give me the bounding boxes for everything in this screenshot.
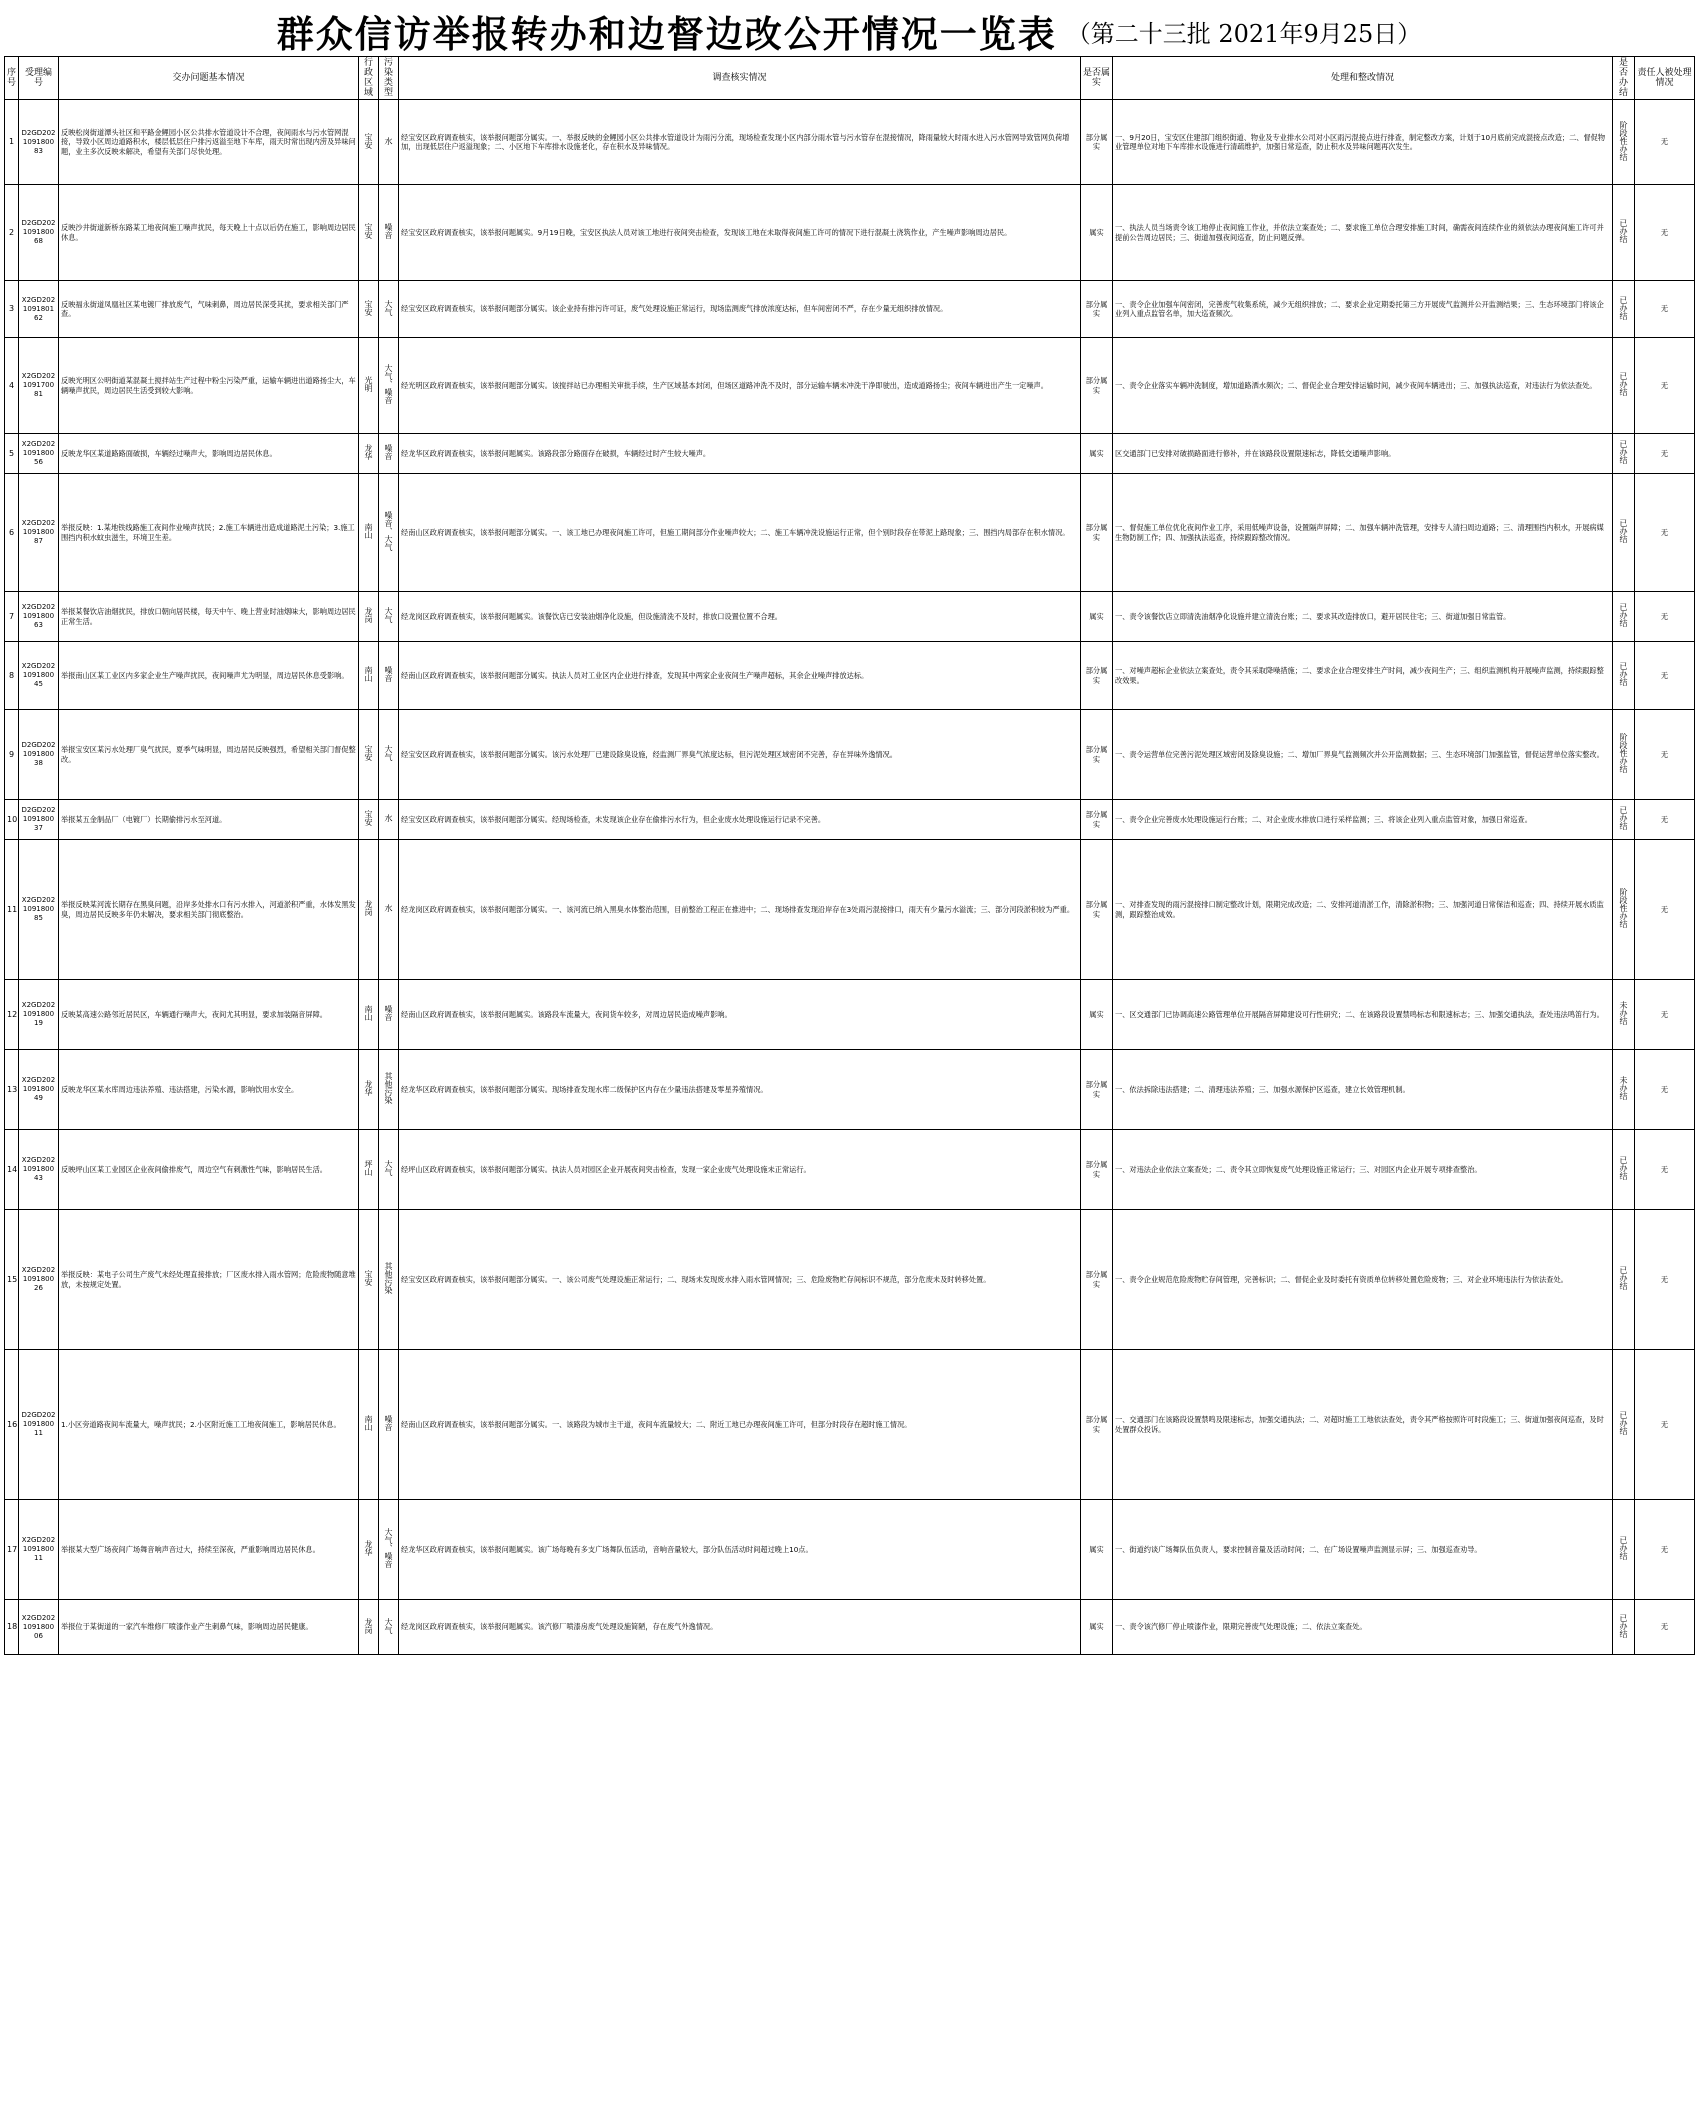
cell-code: D2GD202109180038 <box>19 710 59 800</box>
cell-district-text: 龙华 <box>364 1080 373 1097</box>
cell-type-text: 水 <box>384 136 393 145</box>
header-handling: 处理和整改情况 <box>1113 57 1613 100</box>
cell-district <box>359 800 379 840</box>
cell-punish: 无 <box>1635 338 1695 434</box>
cell-punish: 无 <box>1635 100 1695 185</box>
cell-district <box>359 710 379 800</box>
table-row <box>5 980 1695 1050</box>
cell-verified: 部分属实 <box>1081 1210 1113 1350</box>
cell-issue: 举报某大型广场夜间广场舞音响声音过大，持续至深夜，严重影响周边居民休息。 <box>59 1500 359 1600</box>
cell-issue: 反映福永街道凤凰社区某电镀厂排放废气，气味刺鼻，周边居民深受其扰，要求相关部门严查。 <box>59 281 359 338</box>
cell-findings: 经南山区政府调查核实，该举报问题部分属实。一、该路段为城市主干道，夜间车流量较大；二、附近工地已办理夜间施工许可，但部分时段存在超时施工情况。 <box>399 1350 1081 1500</box>
header-punish: 责任人被处理情况 <box>1635 57 1695 100</box>
cell-done <box>1613 710 1635 800</box>
cell-findings: 经宝安区政府调查核实，该举报问题部分属实。经现场检查，未发现该企业存在偷排污水行为，但企业废水处理设施运行记录不完善。 <box>399 800 1081 840</box>
cell-issue: 反映松岗街道潭头社区和平路金鲤园小区公共排水管道设计不合理，夜间雨水与污水管网混接，导致小区周边道路积水，楼层低层住户排污返溢至地下车库，雨天时常出现内涝及异味问题，业主多次反映未解决，希望有关部门尽快处理。 <box>59 100 359 185</box>
cell-district-text: 光明 <box>364 376 373 393</box>
cell-district-text: 南山 <box>364 666 373 683</box>
cell-code: X2GD202109180019 <box>19 980 59 1050</box>
cell-done-text: 已办结 <box>1619 603 1628 628</box>
cell-done <box>1613 642 1635 710</box>
cell-done-text: 已办结 <box>1619 1411 1628 1436</box>
cell-district-text: 南山 <box>364 523 373 540</box>
cell-type-text: 大气、噪音 <box>384 1528 393 1569</box>
cell-district-text: 宝安 <box>364 132 373 149</box>
cell-type <box>379 338 399 434</box>
cell-type-text: 其他污染 <box>384 1262 393 1295</box>
cell-district-text: 宝安 <box>364 299 373 316</box>
table-row <box>5 642 1695 710</box>
cell-handling: 一、责令企业规范危险废物贮存间管理，完善标识；二、督促企业及时委托有资质单位转移处置危险废物；三、对企业环境违法行为依法查处。 <box>1113 1210 1613 1350</box>
cell-type <box>379 800 399 840</box>
cell-punish: 无 <box>1635 840 1695 980</box>
cell-punish: 无 <box>1635 281 1695 338</box>
cell-done-text: 未办结 <box>1619 1076 1628 1101</box>
cell-issue: 举报南山区某工业区内多家企业生产噪声扰民，夜间噪声尤为明显，周边居民休息受影响。 <box>59 642 359 710</box>
cell-type-text: 噪音、大气 <box>384 511 393 552</box>
cell-issue: 反映某高速公路邻近居民区，车辆通行噪声大，夜间尤其明显，要求加装隔音屏障。 <box>59 980 359 1050</box>
cell-type-text: 大气 <box>384 745 393 762</box>
cell-district-text: 龙岗 <box>364 1617 373 1634</box>
cell-no: 1 <box>5 100 19 185</box>
cell-verified: 部分属实 <box>1081 710 1113 800</box>
cell-verified: 部分属实 <box>1081 800 1113 840</box>
cell-no: 16 <box>5 1350 19 1500</box>
cell-type <box>379 710 399 800</box>
cell-type <box>379 840 399 980</box>
cell-findings: 经光明区政府调查核实，该举报问题部分属实。该搅拌站已办理相关审批手续，生产区域基本封闭，但场区道路冲洗不及时，部分运输车辆未冲洗干净即驶出，造成道路扬尘；夜间车辆进出产生一定噪声。 <box>399 338 1081 434</box>
cell-district-text: 龙华 <box>364 444 373 461</box>
cell-handling: 一、9月20日，宝安区住建部门组织街道、物业及专业排水公司对小区雨污混接点进行排查，制定整改方案，计划于10月底前完成混接点改造；二、督促物业管理单位对地下车库排水设施进行清疏维护，加强日常巡查，防止积水及异味问题再次发生。 <box>1113 100 1613 185</box>
cell-done <box>1613 800 1635 840</box>
cell-verified: 部分属实 <box>1081 840 1113 980</box>
cell-no: 6 <box>5 474 19 592</box>
cell-punish: 无 <box>1635 800 1695 840</box>
cell-done-text: 阶段性办结 <box>1619 888 1628 929</box>
cell-code: D2GD202109180083 <box>19 100 59 185</box>
cell-type <box>379 281 399 338</box>
cell-no: 17 <box>5 1500 19 1600</box>
cell-issue: 反映龙华区某道路路面破损，车辆经过噪声大，影响周边居民休息。 <box>59 434 359 474</box>
cell-code: X2GD202109180045 <box>19 642 59 710</box>
cell-district <box>359 592 379 642</box>
cell-punish: 无 <box>1635 1600 1695 1655</box>
cell-handling: 一、责令该汽修厂停止喷漆作业，限期完善废气处理设施；二、依法立案查处。 <box>1113 1600 1613 1655</box>
table-row <box>5 840 1695 980</box>
cell-code: X2GD202109180087 <box>19 474 59 592</box>
cell-code: X2GD202109180085 <box>19 840 59 980</box>
cell-code: X2GD202109180063 <box>19 592 59 642</box>
cell-done <box>1613 592 1635 642</box>
table-row <box>5 281 1695 338</box>
table-row <box>5 1350 1695 1500</box>
cell-district <box>359 281 379 338</box>
cell-findings: 经龙华区政府调查核实，该举报问题属实。该路段部分路面存在破损，车辆经过时产生较大噪声。 <box>399 434 1081 474</box>
cell-no: 11 <box>5 840 19 980</box>
header-code: 受理编号 <box>19 57 59 100</box>
cell-findings: 经南山区政府调查核实，该举报问题部分属实。一、该工地已办理夜间施工许可，但施工期间部分作业噪声较大；二、施工车辆冲洗设施运行正常，但个别时段存在带泥上路现象；三、围挡内局部存在积水情况。 <box>399 474 1081 592</box>
cell-no: 3 <box>5 281 19 338</box>
cell-district-text: 宝安 <box>364 810 373 827</box>
cell-type <box>379 592 399 642</box>
cell-type <box>379 980 399 1050</box>
cell-handling: 一、街道约谈广场舞队伍负责人，要求控制音量及活动时间；二、在广场设置噪声监测显示屏；三、加强巡查劝导。 <box>1113 1500 1613 1600</box>
cell-done <box>1613 434 1635 474</box>
table-row <box>5 1500 1695 1600</box>
cell-issue: 举报某五金制品厂（电镀厂）长期偷排污水至河道。 <box>59 800 359 840</box>
cell-district <box>359 642 379 710</box>
cell-issue: 反映光明区公明街道某混凝土搅拌站生产过程中粉尘污染严重，运输车辆进出道路扬尘大，车辆噪声扰民，周边居民生活受到较大影响。 <box>59 338 359 434</box>
cell-findings: 经龙岗区政府调查核实，该举报问题属实。该餐饮店已安装油烟净化设施，但设施清洗不及时，排放口设置位置不合理。 <box>399 592 1081 642</box>
cell-done <box>1613 100 1635 185</box>
cell-type <box>379 1130 399 1210</box>
cell-verified: 属实 <box>1081 980 1113 1050</box>
cell-district-text: 坪山 <box>364 1160 373 1177</box>
cell-district <box>359 1130 379 1210</box>
table-row <box>5 185 1695 281</box>
cell-issue: 举报位于某街道的一家汽车维修厂喷漆作业产生刺鼻气味，影响周边居民健康。 <box>59 1600 359 1655</box>
cell-district <box>359 338 379 434</box>
cell-punish: 无 <box>1635 642 1695 710</box>
cell-handling: 一、责令运营单位完善污泥处理区域密闭及除臭设施；二、增加厂界臭气监测频次并公开监测数据；三、生态环境部门加强监管，督促运营单位落实整改。 <box>1113 710 1613 800</box>
cell-type-text: 大气 <box>384 1617 393 1634</box>
cell-verified: 部分属实 <box>1081 1350 1113 1500</box>
cell-district <box>359 434 379 474</box>
cell-no: 13 <box>5 1050 19 1130</box>
cell-district <box>359 1600 379 1655</box>
cell-type-text: 大气 <box>384 607 393 624</box>
cell-issue: 举报宝安区某污水处理厂臭气扰民，夏季气味明显，周边居民反映强烈，希望相关部门督促整改。 <box>59 710 359 800</box>
cell-type <box>379 434 399 474</box>
cell-findings: 经南山区政府调查核实，该举报问题部分属实。执法人员对工业区内企业进行排查，发现其中两家企业夜间生产噪声超标，其余企业噪声排放达标。 <box>399 642 1081 710</box>
cell-findings: 经坪山区政府调查核实，该举报问题部分属实。执法人员对园区企业开展夜间突击检查，发现一家企业废气处理设施未正常运行。 <box>399 1130 1081 1210</box>
cell-done <box>1613 1050 1635 1130</box>
cell-findings: 经龙华区政府调查核实，该举报问题属实。该广场每晚有多支广场舞队伍活动，音响音量较大，部分队伍活动时间超过晚上10点。 <box>399 1500 1081 1600</box>
cell-verified: 属实 <box>1081 592 1113 642</box>
cell-district <box>359 1350 379 1500</box>
cell-type-text: 噪音 <box>384 1415 393 1432</box>
cell-done <box>1613 1130 1635 1210</box>
cell-type-text: 水 <box>384 814 393 823</box>
cell-punish: 无 <box>1635 1130 1695 1210</box>
header-issue: 交办问题基本情况 <box>59 57 359 100</box>
cell-done-text: 已办结 <box>1619 1536 1628 1561</box>
cell-no: 7 <box>5 592 19 642</box>
cell-code: X2GD202109180049 <box>19 1050 59 1130</box>
cell-done-text: 已办结 <box>1619 1266 1628 1291</box>
cell-type <box>379 1210 399 1350</box>
cell-no: 5 <box>5 434 19 474</box>
cell-no: 9 <box>5 710 19 800</box>
cell-handling: 一、责令该餐饮店立即清洗油烟净化设施并建立清洗台账；二、要求其改造排放口，避开居民住宅；三、街道加强日常监管。 <box>1113 592 1613 642</box>
cell-findings: 经南山区政府调查核实，该举报问题属实。该路段车流量大，夜间货车较多，对周边居民造成噪声影响。 <box>399 980 1081 1050</box>
cell-done-text: 已办结 <box>1619 219 1628 244</box>
cell-handling: 一、对排查发现的雨污混接排口制定整改计划，限期完成改造；二、安排河道清淤工作，清除淤积物；三、加强河道日常保洁和巡查；四、持续开展水质监测，跟踪整治成效。 <box>1113 840 1613 980</box>
cell-handling: 一、对噪声超标企业依法立案查处，责令其采取降噪措施；二、要求企业合理安排生产时间，减少夜间生产；三、组织监测机构开展噪声监测，持续跟踪整改效果。 <box>1113 642 1613 710</box>
cell-punish: 无 <box>1635 1500 1695 1600</box>
cell-done <box>1613 1350 1635 1500</box>
cell-no: 15 <box>5 1210 19 1350</box>
cell-district-text: 龙华 <box>364 1540 373 1557</box>
cell-type-text: 噪音 <box>384 666 393 683</box>
cell-issue: 举报反映：某电子公司生产废气未经处理直接排放；厂区废水排入雨水管网；危险废物随意堆放，未按规定处置。 <box>59 1210 359 1350</box>
cell-verified: 部分属实 <box>1081 1050 1113 1130</box>
cell-district-text: 宝安 <box>364 1270 373 1287</box>
cell-district <box>359 980 379 1050</box>
cell-district <box>359 474 379 592</box>
cell-punish: 无 <box>1635 1050 1695 1130</box>
cell-issue: 反映坪山区某工业园区企业夜间偷排废气，周边空气有刺激性气味，影响居民生活。 <box>59 1130 359 1210</box>
title-batch-date: （第二十三批 2021年9月25日） <box>1066 19 1422 48</box>
cell-handling: 一、督促施工单位优化夜间作业工序，采用低噪声设备，设置隔声屏障；二、加强车辆冲洗管理，安排专人清扫周边道路；三、清理围挡内积水，开展病媒生物防制工作；四、加强执法巡查，持续跟踪整改情况。 <box>1113 474 1613 592</box>
table-row <box>5 592 1695 642</box>
cell-code: X2GD202109180026 <box>19 1210 59 1350</box>
cell-findings: 经宝安区政府调查核实，该举报问题部分属实。一、举报反映的金鲤园小区公共排水管道设计为雨污分流，现场检查发现小区内部分雨水管与污水管存在混接情况，降雨量较大时雨水进入污水管网导致管网负荷增加，出现低层住户返溢现象；二、小区地下车库排水设施老化，存在积水及异味情况。 <box>399 100 1081 185</box>
petition-table <box>4 56 1695 1655</box>
cell-district <box>359 1210 379 1350</box>
cell-no: 10 <box>5 800 19 840</box>
cell-district-text: 南山 <box>364 1415 373 1432</box>
cell-district-text: 龙岗 <box>364 607 373 624</box>
cell-punish: 无 <box>1635 185 1695 281</box>
cell-handling: 区交通部门已安排对破损路面进行修补，并在该路段设置限速标志，降低交通噪声影响。 <box>1113 434 1613 474</box>
cell-findings: 经宝安区政府调查核实，该举报问题部分属实。该污水处理厂已建设除臭设施，经监测厂界臭气浓度达标，但污泥处理区域密闭不完善，存在异味外逸情况。 <box>399 710 1081 800</box>
cell-handling: 一、交通部门在该路段设置禁鸣及限速标志，加强交通执法；二、对超时施工工地依法查处，责令其严格按照许可时段施工；三、街道加强夜间巡查，及时处置群众投诉。 <box>1113 1350 1613 1500</box>
table-row <box>5 474 1695 592</box>
title-main: 群众信访举报转办和边督边改公开情况一览表 <box>276 12 1057 56</box>
cell-code: D2GD202109180037 <box>19 800 59 840</box>
cell-handling: 一、区交通部门已协调高速公路管理单位开展隔音屏障建设可行性研究；二、在该路段设置禁鸣标志和限速标志；三、加强交通执法，查处违法鸣笛行为。 <box>1113 980 1613 1050</box>
cell-type-text: 大气 <box>384 299 393 316</box>
header-verified: 是否属实 <box>1081 57 1113 100</box>
document-title <box>4 6 1694 56</box>
cell-done-text: 未办结 <box>1619 1001 1628 1026</box>
cell-verified: 部分属实 <box>1081 100 1113 185</box>
cell-done <box>1613 980 1635 1050</box>
cell-findings: 经宝安区政府调查核实，该举报问题部分属实。一、该公司废气处理设施正常运行；二、现场未发现废水排入雨水管网情况；三、危险废物贮存间标识不规范，部分危废未及时转移处置。 <box>399 1210 1081 1350</box>
table-row <box>5 100 1695 185</box>
cell-done <box>1613 185 1635 281</box>
cell-done <box>1613 474 1635 592</box>
cell-no: 2 <box>5 185 19 281</box>
table-row <box>5 1210 1695 1350</box>
table-row <box>5 1130 1695 1210</box>
cell-findings: 经宝安区政府调查核实，该举报问题属实。9月19日晚，宝安区执法人员对该工地进行夜间突击检查，发现该工地在未取得夜间施工许可的情况下进行混凝土浇筑作业，产生噪声影响周边居民。 <box>399 185 1081 281</box>
cell-type-text: 水 <box>384 904 393 913</box>
cell-issue: 反映龙华区某水库周边违法养殖、违法搭建，污染水源，影响饮用水安全。 <box>59 1050 359 1130</box>
cell-done <box>1613 840 1635 980</box>
cell-type-text: 噪音 <box>384 1005 393 1022</box>
cell-district-text: 龙岗 <box>364 900 373 917</box>
cell-done-text: 已办结 <box>1619 295 1628 320</box>
cell-type <box>379 642 399 710</box>
cell-type-text: 大气 <box>384 1160 393 1177</box>
cell-done <box>1613 281 1635 338</box>
cell-handling: 一、责令企业完善废水处理设施运行台账；二、对企业废水排放口进行采样监测；三、将该企业列入重点监管对象，加强日常巡查。 <box>1113 800 1613 840</box>
header-district: 行政区域 <box>359 57 379 100</box>
table-row <box>5 434 1695 474</box>
cell-type-text: 噪音 <box>384 444 393 461</box>
cell-type <box>379 1350 399 1500</box>
cell-district-text: 宝安 <box>364 745 373 762</box>
cell-type-text: 噪音 <box>384 223 393 240</box>
cell-punish: 无 <box>1635 710 1695 800</box>
cell-type-text: 其他污染 <box>384 1072 393 1105</box>
cell-type <box>379 1050 399 1130</box>
cell-done <box>1613 1210 1635 1350</box>
cell-issue: 举报反映：1.某地铁线路施工夜间作业噪声扰民；2.施工车辆进出造成道路泥土污染；3.施工围挡内积水蚊虫滋生，环境卫生差。 <box>59 474 359 592</box>
cell-type <box>379 1500 399 1600</box>
cell-punish: 无 <box>1635 980 1695 1050</box>
cell-handling: 一、执法人员当场责令该工地停止夜间施工作业，并依法立案查处；二、要求施工单位合理安排施工时间，确需夜间连续作业的须依法办理夜间施工许可并提前公告周边居民；三、街道加强夜间巡查，防止问题反弹。 <box>1113 185 1613 281</box>
cell-district <box>359 840 379 980</box>
cell-issue: 1.小区旁道路夜间车流量大，噪声扰民；2.小区附近施工工地夜间施工，影响居民休息。 <box>59 1350 359 1500</box>
cell-issue: 举报某餐饮店油烟扰民，排放口朝向居民楼，每天中午、晚上营业时油烟味大，影响周边居民正常生活。 <box>59 592 359 642</box>
header-type: 污染类型 <box>379 57 399 100</box>
cell-done-text: 已办结 <box>1619 1156 1628 1181</box>
cell-punish: 无 <box>1635 592 1695 642</box>
cell-issue: 举报反映某河流长期存在黑臭问题，沿岸多处排水口有污水排入，河道淤积严重，水体发黑发臭，周边居民反映多年仍未解决，要求相关部门彻底整治。 <box>59 840 359 980</box>
cell-done-text: 已办结 <box>1619 519 1628 544</box>
cell-handling: 一、责令企业落实车辆冲洗制度，增加道路洒水频次；二、督促企业合理安排运输时间，减少夜间车辆进出；三、加强执法巡查，对违法行为依法查处。 <box>1113 338 1613 434</box>
cell-done <box>1613 1600 1635 1655</box>
cell-done <box>1613 338 1635 434</box>
cell-code: X2GD202109180162 <box>19 281 59 338</box>
cell-handling: 一、依法拆除违法搭建；二、清理违法养殖；三、加强水源保护区巡查，建立长效管理机制。 <box>1113 1050 1613 1130</box>
header-findings: 调查核实情况 <box>399 57 1081 100</box>
cell-code: X2GD202109180006 <box>19 1600 59 1655</box>
cell-no: 8 <box>5 642 19 710</box>
cell-done-text: 阶段性办结 <box>1619 120 1628 161</box>
cell-type <box>379 185 399 281</box>
cell-no: 4 <box>5 338 19 434</box>
cell-issue: 反映沙井街道新桥东路某工地夜间施工噪声扰民，每天晚上十点以后仍在施工，影响周边居民休息。 <box>59 185 359 281</box>
cell-code: X2GD202109170081 <box>19 338 59 434</box>
cell-done <box>1613 1500 1635 1600</box>
cell-type <box>379 1600 399 1655</box>
cell-punish: 无 <box>1635 434 1695 474</box>
cell-findings: 经龙华区政府调查核实，该举报问题部分属实。现场排查发现水库二级保护区内存在少量违法搭建及零星养殖情况。 <box>399 1050 1081 1130</box>
table-row <box>5 1600 1695 1655</box>
table-row <box>5 800 1695 840</box>
cell-district <box>359 1050 379 1130</box>
cell-findings: 经宝安区政府调查核实，该举报问题部分属实。该企业持有排污许可证，废气处理设施正常运行，现场监测废气排放浓度达标，但车间密闭不严，存在少量无组织排放情况。 <box>399 281 1081 338</box>
cell-verified: 部分属实 <box>1081 474 1113 592</box>
cell-verified: 部分属实 <box>1081 642 1113 710</box>
cell-type <box>379 100 399 185</box>
cell-verified: 部分属实 <box>1081 281 1113 338</box>
header-no: 序号 <box>5 57 19 100</box>
cell-findings: 经龙岗区政府调查核实，该举报问题部分属实。一、该河流已纳入黑臭水体整治范围，目前整治工程正在推进中；二、现场排查发现沿岸存在3处雨污混接排口，雨天有少量污水溢流；三、部分河段淤积较为严重。 <box>399 840 1081 980</box>
cell-district <box>359 185 379 281</box>
cell-code: D2GD202109180068 <box>19 185 59 281</box>
cell-verified: 部分属实 <box>1081 1130 1113 1210</box>
table-header-row <box>5 57 1695 100</box>
table-row <box>5 1050 1695 1130</box>
cell-done-text: 已办结 <box>1619 372 1628 397</box>
cell-type <box>379 474 399 592</box>
cell-no: 12 <box>5 980 19 1050</box>
cell-no: 18 <box>5 1600 19 1655</box>
cell-punish: 无 <box>1635 1210 1695 1350</box>
cell-done-text: 已办结 <box>1619 440 1628 465</box>
cell-handling: 一、责令企业加强车间密闭，完善废气收集系统，减少无组织排放；二、要求企业定期委托第三方开展废气监测并公开监测结果；三、生态环境部门将该企业列入重点监管名单，加大巡查频次。 <box>1113 281 1613 338</box>
cell-district-text: 宝安 <box>364 223 373 240</box>
cell-type-text: 大气、噪音 <box>384 364 393 405</box>
cell-verified: 部分属实 <box>1081 338 1113 434</box>
table-row <box>5 338 1695 434</box>
cell-code: X2GD202109180043 <box>19 1130 59 1210</box>
cell-district <box>359 1500 379 1600</box>
cell-punish: 无 <box>1635 474 1695 592</box>
cell-code: X2GD202109180056 <box>19 434 59 474</box>
cell-done-text: 阶段性办结 <box>1619 733 1628 774</box>
cell-no: 14 <box>5 1130 19 1210</box>
cell-done-text: 已办结 <box>1619 1613 1628 1638</box>
cell-district <box>359 100 379 185</box>
cell-code: X2GD202109180011 <box>19 1500 59 1600</box>
cell-verified: 属实 <box>1081 434 1113 474</box>
cell-verified: 属实 <box>1081 1600 1113 1655</box>
cell-verified: 属实 <box>1081 1500 1113 1600</box>
cell-done-text: 已办结 <box>1619 662 1628 687</box>
cell-punish: 无 <box>1635 1350 1695 1500</box>
cell-done-text: 已办结 <box>1619 806 1628 831</box>
cell-district-text: 南山 <box>364 1005 373 1022</box>
cell-code: D2GD202109180011 <box>19 1350 59 1500</box>
table-row <box>5 710 1695 800</box>
cell-findings: 经龙岗区政府调查核实，该举报问题属实。该汽修厂喷漆房废气处理设施简陋，存在废气外逸情况。 <box>399 1600 1081 1655</box>
cell-handling: 一、对违法企业依法立案查处；二、责令其立即恢复废气处理设施正常运行；三、对园区内企业开展专项排查整治。 <box>1113 1130 1613 1210</box>
cell-verified: 属实 <box>1081 185 1113 281</box>
header-done: 是否办结 <box>1613 57 1635 100</box>
